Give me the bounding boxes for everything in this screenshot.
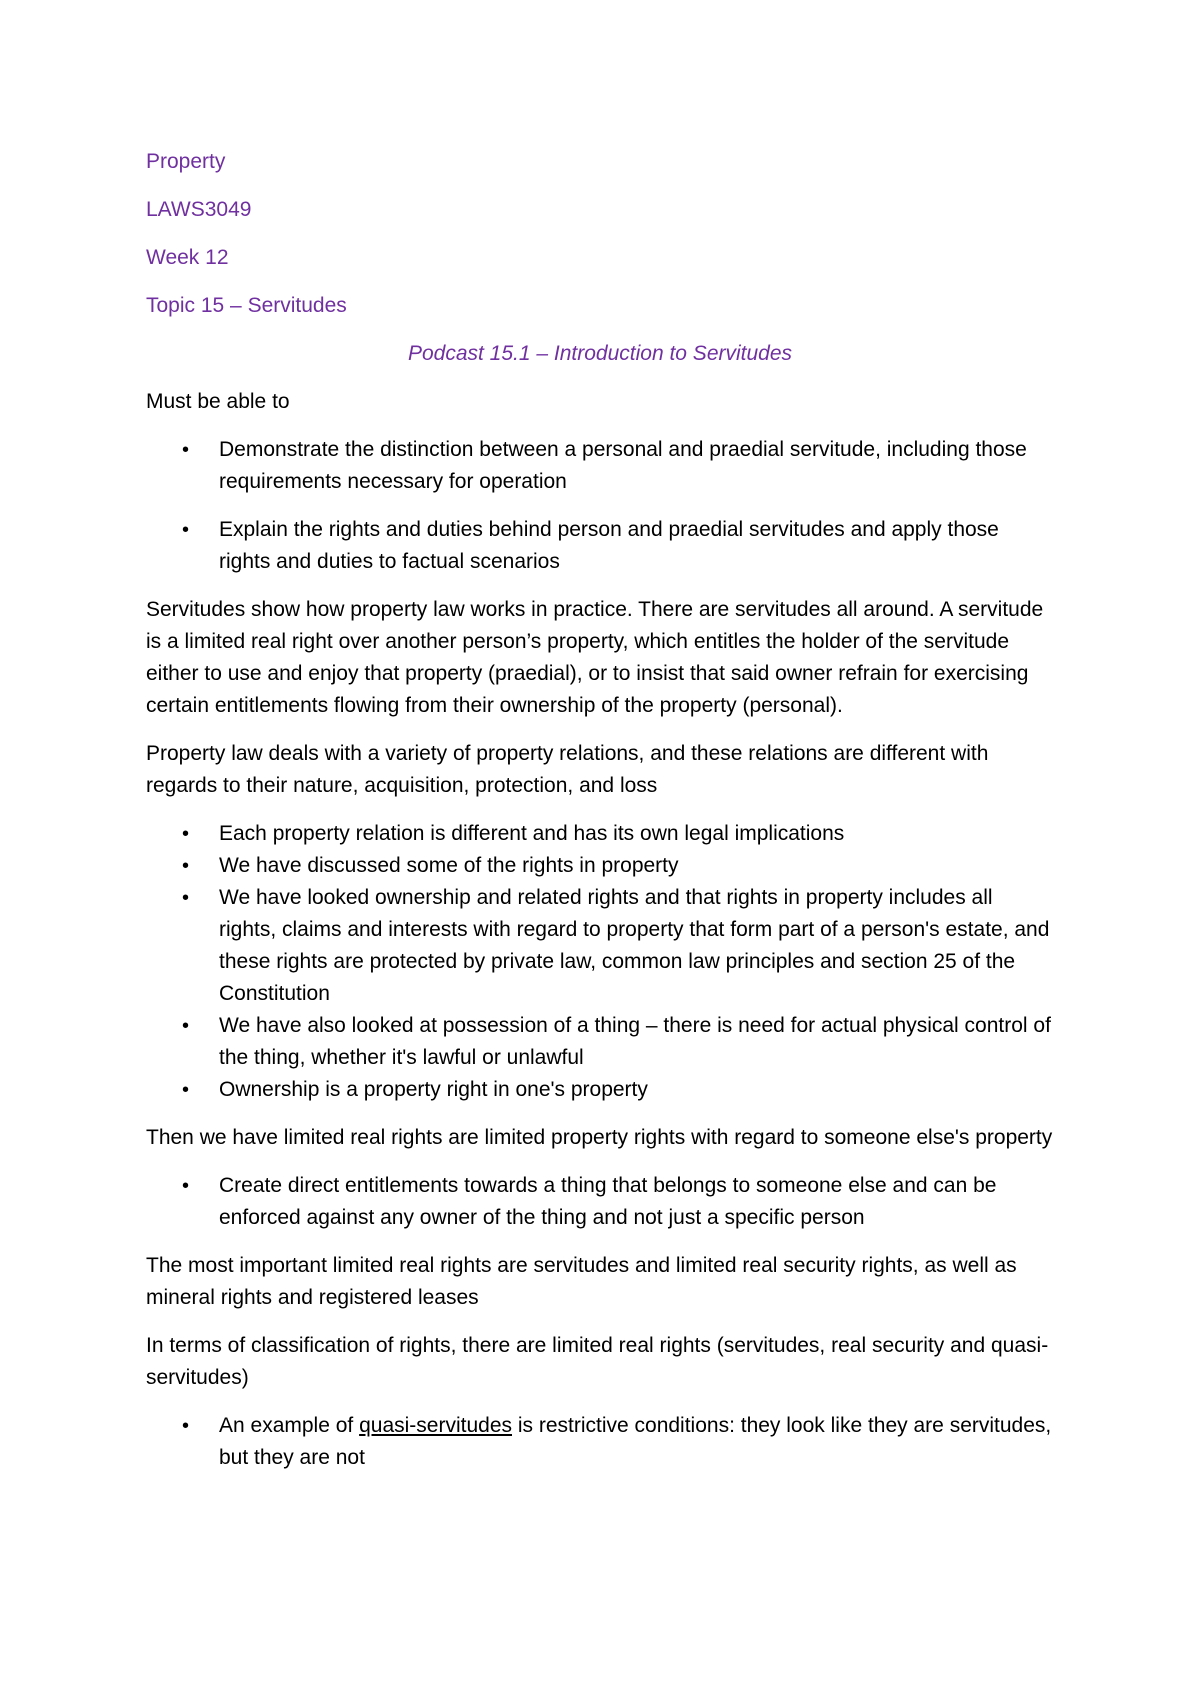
limited-rights-list: [146, 1170, 1054, 1234]
list-item: • We have also looked at possession of a thing – there is need for actual physical control of the thing, whether it's lawful or unlawful: [146, 1010, 1054, 1074]
must-be-able-lead: Must be able to: [146, 390, 290, 413]
list-item: • We have looked ownership and related rights and that rights in property includes all rights, claims and interests with regard to property that form part of a person's estate, and these rights are protected by private law, common law principles and section 25 of the Constitution: [146, 882, 1054, 1010]
list-item: [146, 1410, 1054, 1474]
course-title: Property: [146, 150, 226, 173]
quasi-before-text: An example of: [219, 1414, 360, 1437]
list-item: • Each property relation is different and has its own legal implications: [146, 818, 1054, 850]
relations-list: [146, 818, 1054, 1106]
podcast-title: Podcast 15.1 – Introduction to Servitudes: [407, 342, 793, 365]
objectives-list: [146, 434, 1054, 578]
document-page: [146, 146, 1054, 1490]
servitudes-paragraph: Servitudes show how property law works in practice. There are servitudes all around. A servitude is a limited real right over another person’s property, which entitles the holder of the servitude either to use and enjoy that property (praedial), or to insist that said owner refrain for exercising certain entitlements flowing from their ownership of the property (personal).: [146, 598, 1044, 717]
course-code: LAWS3049: [146, 198, 252, 221]
quasi-servitudes-list: [146, 1410, 1054, 1474]
classification-paragraph: In terms of classification of rights, there are limited real rights (servitudes, real security and quasi-servitudes): [146, 1334, 1049, 1389]
important-rights-paragraph: The most important limited real rights are servitudes and limited real security rights, as well as mineral rights and registered leases: [146, 1254, 1017, 1309]
week-label: Week 12: [146, 246, 229, 269]
quasi-after-text: is restrictive conditions: they look like they are servitudes, but they are not: [219, 1414, 1052, 1469]
limited-rights-paragraph: Then we have limited real rights are limited property rights with regard to someone else's property: [146, 1126, 1053, 1149]
topic-title: Topic 15 – Servitudes: [146, 294, 347, 317]
list-item: • Ownership is a property right in one's property: [146, 1074, 1054, 1106]
list-item: • Create direct entitlements towards a thing that belongs to someone else and can be enforced against any owner of the thing and not just a specific person: [146, 1170, 1054, 1234]
list-item: • Explain the rights and duties behind person and praedial servitudes and apply those rights and duties to factual scenarios: [146, 514, 1054, 578]
list-item: • We have discussed some of the rights in property: [146, 850, 1054, 882]
quasi-servitudes-term: quasi-servitudes: [359, 1414, 512, 1437]
list-item: • Demonstrate the distinction between a personal and praedial servitude, including those requirements necessary for operation: [146, 434, 1054, 498]
relations-paragraph: Property law deals with a variety of property relations, and these relations are different with regards to their nature, acquisition, protection, and loss: [146, 742, 989, 797]
